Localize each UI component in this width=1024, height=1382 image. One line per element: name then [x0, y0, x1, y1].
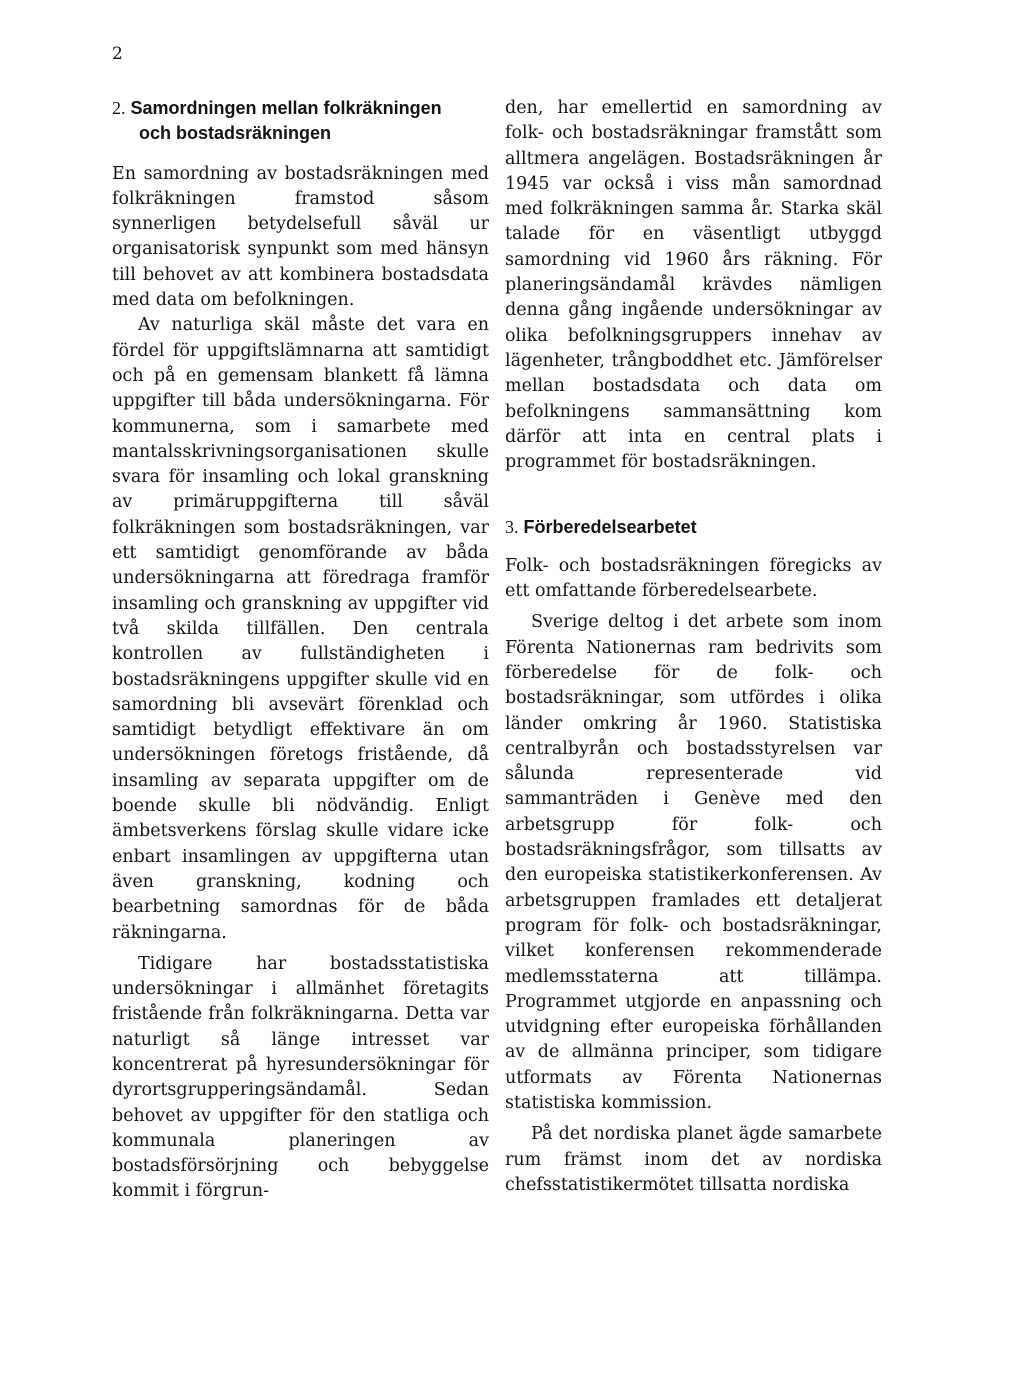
left-column	[112, 96, 489, 1205]
section-2-heading	[112, 96, 489, 147]
page-number: 2	[112, 44, 123, 64]
body-paragraph: Sverige deltog i det arbete som inom Förenta Nationernas ram bedrivits som förberedelse för de folk- och bostadsräkningar, som utfördes i olika länder omkring år 1960. Statistiska centralbyrån och bostadsstyrelsen var sålunda representerade vid sammanträden i Genève med den arbetsgrupp för folk- och bostadsräkningsfrågor, som tillsatts av den europeiska statistikerkonferensen. Av arbetsgruppen framlades ett detaljerat program för folk- och bostadsräkningar, vilket konferensen rekommenderade medlemsstaterna att tillämpa. Programmet utgjorde en anpassning och utvidgning efter europeiska förhållanden av de allmänna principer, som tidigare utformats av Förenta Nationernas statistiska kommission.	[505, 612, 882, 1113]
body-paragraph: På det nordiska planet ägde samarbete rum främst inom det av nordiska chefsstatistikermötet tillsatta nordiska	[505, 1124, 882, 1195]
section-2-title-line2: och bostadsräkningen	[139, 123, 332, 144]
section-3-number: 3.	[505, 517, 519, 538]
continued-paragraph: den, har emellertid en samordning av folk- och bostadsräkningar framstått som alltmera angelägen. Bostadsräkningen år 1945 var också i viss mån samordnad med folkräkningen samma år. Starka skäl talade för en väsentligt utbyggd samordning vid 1960 års räkning. För planeringsändamål krävdes nämligen denna gång ingående undersökningar av olika befolkningsgruppers innehav av lägenheter, trångboddhet etc. Jämförelser mellan bostadsdata och data om befolkningens sammansättning kom därför att inta en central plats i programmet för bostadsräkningen.	[505, 98, 882, 473]
section-3-title: Förberedelsearbetet	[523, 517, 697, 538]
section-2-number: 2.	[112, 98, 126, 118]
body-paragraph: Av naturliga skäl måste det vara en fördel för uppgiftslämnarna att samtidigt och på en gemensam blankett få lämna uppgifter till båda undersökningarna. För kommunerna, som i samarbete med mantalsskrivningsorganisationen skulle svara för insamling och lokal granskning av primäruppgifterna till såväl folkräkningen som bostadsräkningen, var ett samtidigt genomförande av båda undersökningarna att föredraga framför insamling och granskning av uppgifter vid två skilda tillfällen. Den centrala kontrollen av fullständigheten i bostadsräkningens uppgifter skulle vid en samordning bli avsevärt förenklad och samtidigt betydligt effektivare än om undersökningen företogs fristående, då insamling av separata uppgifter om de boende skulle bli nödvändig. Enligt ämbetsverkens förslag skulle vidare icke enbart insamlingen av uppgifterna utan även granskning, kodning och bearbetning samordnas för de båda räkningarna.	[112, 315, 489, 943]
section-3-heading	[505, 515, 882, 540]
body-paragraph: Folk- och bostadsräkningen föregicks av ett omfattande förberedelsearbete.	[505, 555, 882, 602]
right-column	[505, 96, 882, 1198]
body-paragraph: En samordning av bostadsräkningen med folkräkningen framstod såsom synnerligen betydelsefull såväl ur organisatorisk synpunkt som med hänsyn till behovet av att kombinera bostadsdata med data om befolkningen.	[112, 163, 489, 311]
body-paragraph: Tidigare har bostadsstatistiska undersökningar i allmänhet företagits fristående från folkräkningarna. Detta var naturligt så länge intresset var koncentrerat på hyresundersökningar för dyrortsgrupperingsändamål. Sedan behovet av uppgifter för den statliga och kommunala planeringen av bostadsförsörjning och bebyggelse kommit i förgrun-	[112, 953, 489, 1202]
section-2-title-line1: Samordningen mellan folkräkningen	[130, 98, 442, 118]
